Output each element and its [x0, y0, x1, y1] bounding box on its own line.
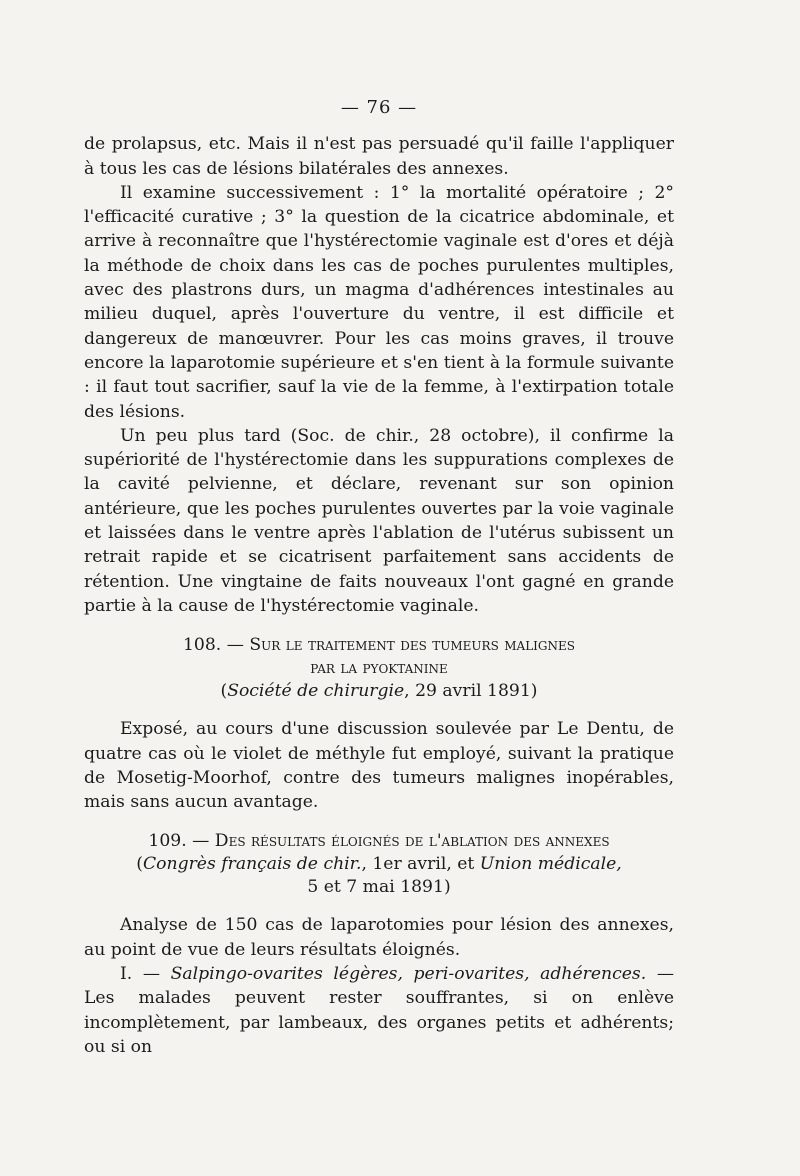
section-108-source: (Société de chirurgie, 29 avril 1891)	[220, 681, 538, 702]
paragraph-continuation: de prolapsus, etc. Mais il n'est pas persuadé qu'il faille l'appliquer à tous les cas de lésions bilatérales des annexes.	[84, 134, 674, 179]
page-number: — 76 —	[340, 97, 418, 118]
section-108-title-line1: Sur le traitement des tumeurs malignes	[249, 635, 575, 656]
paragraph-later-confirmation: Un peu plus tard (Soc. de chir., 28 octobre), il confirme la supériorité de l'hystérectomie dans les suppurations complexes de la cavité pelvienne, et déclare, revenant sur son opinion antérieure, que les poches purulentes ouvertes par la voie vaginale et laissées dans le ventre après l'ablation de l'utérus subissent un retrait rapide et se cicatrisent parfaitement sans accidents de rétention. Une vingtaine de faits nouveaux l'ont gagné en grande partie à la cause de l'hystérectomie vaginale.	[84, 425, 674, 616]
section-108-title	[84, 634, 674, 657]
section-108-heading	[84, 634, 674, 703]
section-109-body: Analyse de 150 cas de laparotomies pour lésion des annexes, au point de vue de leurs résultats éloignés.	[84, 915, 674, 960]
section-109-source-a: Congrès français de chir.	[143, 854, 362, 875]
item-1-label: I. —	[120, 964, 171, 985]
section-108-source-date: , 29 avril 1891	[404, 681, 531, 702]
section-109-source: (Congrès français de chir., 1er avril, et Union médicale,	[136, 854, 622, 875]
item-1-text: — Les malades peuvent rester souffrantes, si on enlève incomplètement, par lambeaux, des organes petits et adhérents; ou si on	[84, 964, 675, 1057]
section-108-body: Exposé, au cours d'une discussion soulevée par Le Dentu, de quatre cas où le violet de méthyle fut employé, suivant la pratique de Mosetig-Moorhof, contre des tumeurs malignes inopérables, mais sans aucun avantage.	[84, 719, 674, 813]
section-109-source-dates: 5 et 7 mai 1891)	[307, 877, 451, 898]
section-109-number: 109. —	[148, 831, 210, 852]
section-109-source-a-date: , 1er avril, et	[361, 854, 480, 875]
section-109-heading	[84, 830, 674, 899]
section-108-number: 108. —	[183, 635, 244, 656]
section-109-title-text: Des résultats éloignés de l'ablation des annexes	[214, 831, 610, 852]
section-109-title	[84, 830, 674, 853]
document-page	[84, 96, 674, 1059]
section-109-item-1	[84, 962, 674, 1059]
section-108-source-journal: Société de chirurgie	[227, 681, 405, 702]
section-109-source-b: Union médicale,	[479, 854, 622, 875]
item-1-title: Salpingo-ovarites légères, peri-ovarites, adhérences.	[170, 964, 647, 985]
section-108-title-line2: par la pyoktanine	[310, 658, 448, 679]
paragraph-examination: Il examine successivement : 1° la mortalité opératoire ; 2° l'efficacité curative ; 3° la question de la cicatrice abdominale, et arrive à reconnaître que l'hystérectomie vaginale est d'ores et déjà la méthode de choix dans les cas de poches purulentes multiples, avec des plastrons durs, un magma d'adhérences intestinales au milieu duquel, après l'ouverture du ventre, il est difficile et dangereux de manœuvrer. Pour les cas moins graves, il trouve encore la laparotomie supérieure et s'en tient à la formule suivante : il faut tout sacrifier, sauf la vie de la femme, à l'extirpation totale des lésions.	[84, 182, 674, 422]
